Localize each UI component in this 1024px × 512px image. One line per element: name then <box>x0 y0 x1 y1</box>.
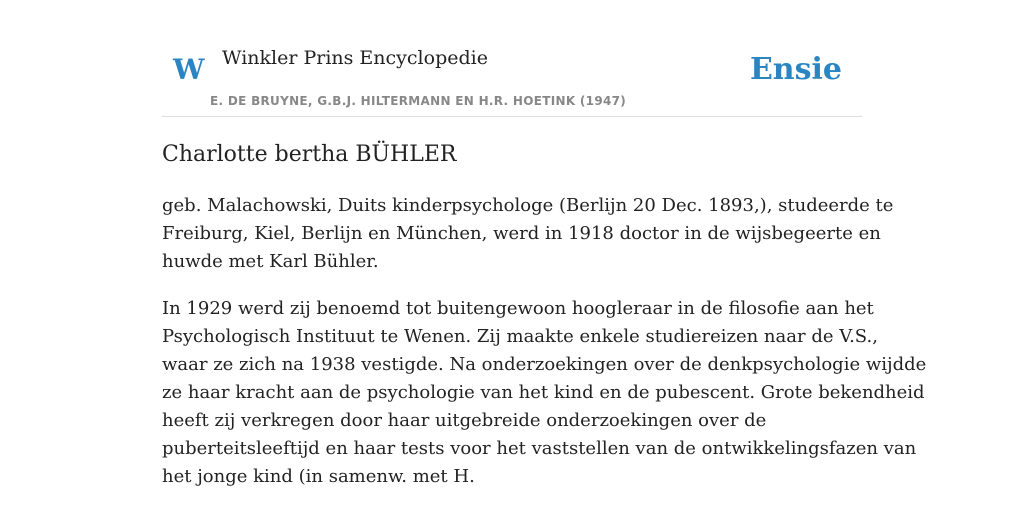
brand-logo[interactable]: Ensie <box>749 52 842 87</box>
paragraph-line: huwde met Karl Bühler. <box>162 251 379 272</box>
paragraph-line: ze haar kracht aan de psychologie van het kind en de pubescent. Grote bekendheid <box>162 382 925 403</box>
paragraph-line: geb. Malachowski, Duits kinderpsychologe (Berlijn 20 Dec. 1893,), studeerde te <box>162 195 894 216</box>
article-paragraph-1 <box>162 192 894 276</box>
article-title: Charlotte bertha BÜHLER <box>162 142 457 167</box>
paragraph-line: puberteitsleeftijd en haar tests voor het vaststellen van de ontwikkelingsfazen van <box>162 438 917 459</box>
source-title[interactable]: Winkler Prins Encyclopedie <box>222 47 488 69</box>
paragraph-line: het jonge kind (in samenw. met H. <box>162 466 475 487</box>
paragraph-line: heeft zij verkregen door haar uitgebreide onderzoekingen over de <box>162 410 767 431</box>
article-paragraph-2 <box>162 295 927 491</box>
source-header <box>162 0 862 117</box>
paragraph-line: Freiburg, Kiel, Berlijn en München, werd in 1918 doctor in de wijsbegeerte en <box>162 223 881 244</box>
paragraph-line: In 1929 werd zij benoemd tot buitengewoon hoogleraar in de filosofie aan het <box>162 298 874 319</box>
source-authors: E. DE BRUYNE, G.B.J. HILTERMANN EN H.R. HOETINK (1947) <box>210 94 627 108</box>
paragraph-line: waar ze zich na 1938 vestigde. Na onderzoekingen over de denkpsychologie wijdde <box>162 354 927 375</box>
paragraph-line: Psychologisch Instituut te Wenen. Zij maakte enkele studiereizen naar de V.S., <box>162 326 878 347</box>
article <box>162 138 927 487</box>
source-logo[interactable]: W <box>173 53 205 86</box>
